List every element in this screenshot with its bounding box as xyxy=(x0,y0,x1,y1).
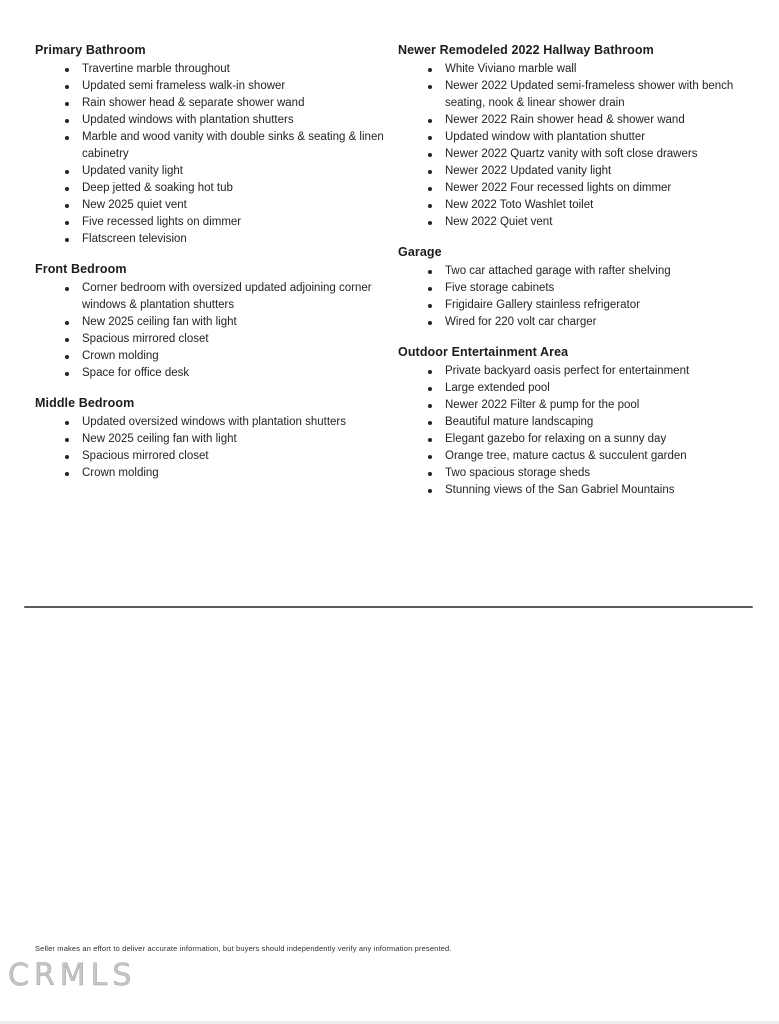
feature-columns xyxy=(35,43,747,513)
list-item xyxy=(35,448,398,465)
list-item xyxy=(398,414,747,431)
bullet-icon xyxy=(428,68,432,72)
bullet-icon xyxy=(65,170,69,174)
bullet-icon xyxy=(428,421,432,425)
bullet-list xyxy=(35,414,398,482)
section-title: Newer Remodeled 2022 Hallway Bathroom xyxy=(398,43,654,57)
list-item-text: New 2025 quiet vent xyxy=(82,199,187,211)
list-item-text: Updated oversized windows with plantation shutters xyxy=(82,416,347,428)
bullet-icon xyxy=(428,119,432,123)
bullet-icon xyxy=(428,404,432,408)
column-right xyxy=(398,43,747,513)
list-item xyxy=(35,112,398,129)
list-item-text: Elegant gazebo for relaxing on a sunny day xyxy=(445,433,667,445)
list-item xyxy=(35,231,398,248)
bullet-icon xyxy=(428,85,432,89)
list-item-text: Rain shower head & separate shower wand xyxy=(82,97,305,109)
bullet-icon xyxy=(65,438,69,442)
list-item-text: Large extended pool xyxy=(445,382,550,394)
seller-disclaimer-text: Seller makes an effort to deliver accurate information, but buyers should independently verify any information presented. xyxy=(35,944,452,953)
bullet-icon xyxy=(428,187,432,191)
feature-section xyxy=(35,396,398,482)
list-item-text: White Viviano marble wall xyxy=(445,63,577,75)
list-item-text: New 2022 Quiet vent xyxy=(445,216,553,228)
list-item xyxy=(398,363,747,380)
list-item xyxy=(398,397,747,414)
list-item-text: Crown molding xyxy=(82,350,159,362)
list-item-text: Marble and wood vanity with double sinks & seating & linen cabinetry xyxy=(82,131,384,160)
bullet-icon xyxy=(428,170,432,174)
section-title: Middle Bedroom xyxy=(35,396,135,410)
bullet-icon xyxy=(65,221,69,225)
list-item xyxy=(398,465,747,482)
list-item xyxy=(35,95,398,112)
bullet-icon xyxy=(65,455,69,459)
list-item xyxy=(35,129,398,163)
bullet-icon xyxy=(65,472,69,476)
list-item-text: Stunning views of the San Gabriel Mountains xyxy=(445,484,675,496)
bullet-icon xyxy=(428,204,432,208)
list-item-text: Orange tree, mature cactus & succulent garden xyxy=(445,450,687,462)
list-item xyxy=(398,78,747,112)
section-title: Outdoor Entertainment Area xyxy=(398,345,569,359)
list-item-text: Space for office desk xyxy=(82,367,190,379)
list-item-text: Newer 2022 Quartz vanity with soft close drawers xyxy=(445,148,698,160)
bullet-icon xyxy=(428,270,432,274)
list-item-text: Newer 2022 Filter & pump for the pool xyxy=(445,399,640,411)
bullet-icon xyxy=(65,204,69,208)
bullet-icon xyxy=(65,238,69,242)
section-title: Garage xyxy=(398,245,442,259)
list-item xyxy=(398,297,747,314)
bullet-list xyxy=(398,61,747,231)
bullet-icon xyxy=(428,321,432,325)
bullet-icon xyxy=(65,321,69,325)
feature-section xyxy=(398,345,747,499)
horizontal-divider xyxy=(24,606,753,608)
list-item-text: Updated vanity light xyxy=(82,165,184,177)
list-item xyxy=(35,197,398,214)
bullet-icon xyxy=(428,153,432,157)
bullet-icon xyxy=(65,338,69,342)
list-item-text: Frigidaire Gallery stainless refrigerator xyxy=(445,299,640,311)
bullet-icon xyxy=(65,68,69,72)
list-item xyxy=(398,180,747,197)
list-item xyxy=(35,214,398,231)
list-item-text: Two spacious storage sheds xyxy=(445,467,591,479)
list-item xyxy=(398,146,747,163)
list-item xyxy=(35,314,398,331)
list-item xyxy=(35,365,398,382)
list-item-text: Crown molding xyxy=(82,467,159,479)
list-item-text: Five storage cabinets xyxy=(445,282,555,294)
bullet-list xyxy=(35,280,398,382)
list-item-text: Updated semi frameless walk-in shower xyxy=(82,80,286,92)
bullet-icon xyxy=(428,304,432,308)
bullet-list xyxy=(398,263,747,331)
feature-section xyxy=(398,245,747,331)
bullet-icon xyxy=(428,438,432,442)
list-item xyxy=(35,331,398,348)
list-item xyxy=(35,61,398,78)
list-item-text: Updated windows with plantation shutters xyxy=(82,114,294,126)
list-item-text: Corner bedroom with oversized updated adjoining corner windows & plantation shutters xyxy=(82,282,372,311)
list-item xyxy=(35,180,398,197)
list-item xyxy=(35,280,398,314)
crmls-logo: CRMLS xyxy=(8,958,137,993)
bullet-icon xyxy=(65,85,69,89)
list-item xyxy=(35,348,398,365)
feature-section xyxy=(35,43,398,248)
list-item xyxy=(398,263,747,280)
bullet-icon xyxy=(428,387,432,391)
bullet-icon xyxy=(65,421,69,425)
bullet-icon xyxy=(428,221,432,225)
list-item-text: Deep jetted & soaking hot tub xyxy=(82,182,233,194)
list-item xyxy=(35,163,398,180)
list-item xyxy=(398,431,747,448)
bullet-icon xyxy=(65,187,69,191)
list-item xyxy=(398,280,747,297)
bullet-icon xyxy=(65,136,69,140)
list-item-text: New 2025 ceiling fan with light xyxy=(82,316,237,328)
bullet-icon xyxy=(65,372,69,376)
list-item-text: Five recessed lights on dimmer xyxy=(82,216,242,228)
bullet-icon xyxy=(428,455,432,459)
bullet-icon xyxy=(65,287,69,291)
list-item xyxy=(35,465,398,482)
list-item-text: Updated window with plantation shutter xyxy=(445,131,646,143)
list-item-text: Newer 2022 Four recessed lights on dimmer xyxy=(445,182,672,194)
list-item-text: Beautiful mature landscaping xyxy=(445,416,594,428)
list-item xyxy=(398,129,747,146)
list-item-text: Newer 2022 Updated semi-frameless shower with bench seating, nook & linear shower drain xyxy=(445,80,734,109)
list-item-text: Spacious mirrored closet xyxy=(82,333,209,345)
list-item-text: Two car attached garage with rafter shelving xyxy=(445,265,671,277)
list-item xyxy=(398,482,747,499)
list-item xyxy=(398,380,747,397)
bullet-icon xyxy=(65,119,69,123)
list-item-text: Spacious mirrored closet xyxy=(82,450,209,462)
column-left xyxy=(35,43,398,496)
list-item-text: Travertine marble throughout xyxy=(82,63,230,75)
bullet-icon xyxy=(428,370,432,374)
bullet-icon xyxy=(65,102,69,106)
list-item xyxy=(398,214,747,231)
section-title: Primary Bathroom xyxy=(35,43,146,57)
feature-section xyxy=(35,262,398,382)
list-item-text: Newer 2022 Rain shower head & shower wand xyxy=(445,114,685,126)
list-item xyxy=(398,197,747,214)
list-item-text: New 2022 Toto Washlet toilet xyxy=(445,199,594,211)
bullet-list xyxy=(398,363,747,499)
bullet-icon xyxy=(428,287,432,291)
list-item xyxy=(398,448,747,465)
list-item-text: Private backyard oasis perfect for entertainment xyxy=(445,365,690,377)
bullet-list xyxy=(35,61,398,248)
list-item-text: Newer 2022 Updated vanity light xyxy=(445,165,612,177)
list-item xyxy=(398,112,747,129)
bullet-icon xyxy=(428,136,432,140)
list-item xyxy=(398,163,747,180)
list-item-text: Flatscreen television xyxy=(82,233,187,245)
bullet-icon xyxy=(428,489,432,493)
list-item-text: New 2025 ceiling fan with light xyxy=(82,433,237,445)
bullet-icon xyxy=(428,472,432,476)
feature-section xyxy=(398,43,747,231)
bullet-icon xyxy=(65,355,69,359)
list-item xyxy=(35,78,398,95)
list-item xyxy=(35,414,398,431)
list-item xyxy=(398,61,747,78)
list-item xyxy=(35,431,398,448)
section-title: Front Bedroom xyxy=(35,262,127,276)
list-item-text: Wired for 220 volt car charger xyxy=(445,316,597,328)
list-item xyxy=(398,314,747,331)
